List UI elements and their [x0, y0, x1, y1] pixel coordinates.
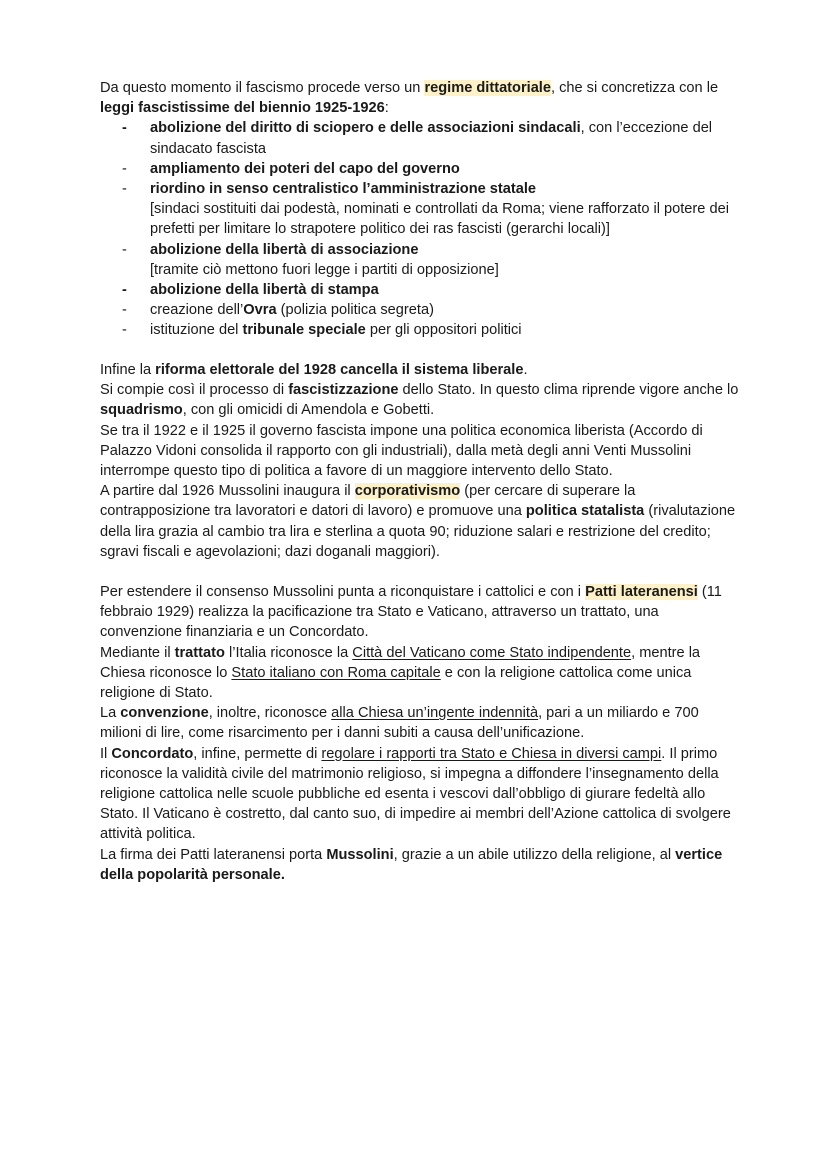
text: Se tra il 1922 e il 1925 il governo fascista impone una politica economica liberista (Accordo di Palazzo Vidoni consolida il rapporto con gli industriali), dalla metà degli anni Venti Mussolini interrompe questo tipo di politica a favore di un maggiore intervento dello Stato.: [100, 422, 703, 480]
text: Infine la: [100, 362, 156, 378]
text: (per cercare di superare la contrapposizione tra lavoratori e datori di lavoro) e promuove una: [100, 483, 636, 520]
text: (rivalutazione della lira grazia al cambio tra lira e sterlina a quota 90; riduzione salari e restrizione del credito; sgravi fiscali e agevolazioni; dazi doganali maggiori).: [100, 503, 736, 560]
underline-citta-vaticano: Città del Vaticano come Stato indipendente: [352, 644, 632, 661]
bold-politica-statalista: politica statalista: [525, 503, 645, 520]
list-item-bold: abolizione della libertà di associazione: [150, 241, 419, 258]
highlight-corporativismo: corporativismo: [354, 483, 461, 500]
text: , inoltre, riconosce: [208, 705, 332, 722]
underline-indennita: alla Chiesa un’ingente indennità: [331, 705, 539, 722]
paragraph: [100, 703, 740, 743]
text: Il: [100, 745, 112, 762]
list-item-text: , con l’eccezione del sindacato fascista: [150, 120, 713, 157]
list-item-bold: abolizione della libertà di stampa: [150, 282, 379, 299]
intro-text: , che si concretizza con le: [550, 80, 719, 96]
list-item-text: (polizia politica segreta): [276, 302, 434, 319]
list-item-note: [sindaci sostituiti dai podestà, nominati e controllati da Roma; viene rafforzato il potere dei prefetti per limitare lo strapotere politico dei ras fascisti (gerarchi locali)]: [150, 201, 729, 238]
list-item-bold: Ovra: [243, 302, 277, 319]
paragraph: [100, 380, 740, 420]
intro-text: :: [384, 100, 389, 117]
text: , con gli omicidi di Amendola e Gobetti.: [182, 402, 435, 419]
list-item-bold: tribunale speciale: [242, 322, 366, 339]
list-item: [100, 179, 740, 240]
economy-section: [100, 360, 740, 562]
text: , infine, permette di: [193, 745, 322, 762]
list-item-bold: abolizione del diritto di sciopero e delle associazioni sindacali: [150, 120, 581, 137]
text: , grazie a un abile utilizzo della religione, al: [393, 846, 676, 863]
list-item: [100, 300, 740, 320]
bold-concordato: Concordato: [111, 745, 194, 762]
paragraph: [100, 421, 740, 482]
text: . Il primo riconosce la validità civile del matrimonio religioso, si impegna a diffondere l’insegnamento della religione cattolica nelle scuole pubbliche ed esenta i vescovi dall’obbligo di giurare fedeltà allo Stato. Il Vaticano è costretto, dal canto suo, di impedire ai membri dell’Azione cattolica di svolgere attività politica.: [100, 745, 731, 843]
text: La firma dei Patti lateranensi porta: [100, 846, 327, 863]
text: Si compie così il processo di: [100, 382, 289, 399]
text: .: [523, 362, 528, 378]
list-item-bold: ampliamento dei poteri del capo del governo: [150, 160, 460, 177]
list-item: [100, 240, 740, 280]
intro-paragraph: [100, 78, 740, 118]
bold-fascistizzazione: fascistizzazione: [288, 382, 399, 399]
bold-convenzione: convenzione: [120, 705, 209, 722]
paragraph: [100, 744, 740, 845]
highlight-regime-dittatoriale: regime dittatoriale: [424, 80, 551, 96]
list-item-text: creazione dell’: [150, 302, 244, 319]
laws-list: [100, 118, 740, 340]
paragraph: [100, 582, 740, 643]
text: Per estendere il consenso Mussolini punta a riconquistare i cattolici e con i: [100, 584, 586, 600]
underline-regolare-rapporti: regolare i rapporti tra Stato e Chiesa in diversi campi: [321, 745, 662, 762]
bold-vertice-popolarita: vertice della popolarità personale.: [100, 846, 723, 883]
text: La: [100, 705, 121, 722]
bold-riforma-elettorale: riforma elettorale del 1928 cancella il sistema liberale: [155, 362, 524, 378]
intro-section: [100, 78, 740, 341]
text: , mentre la Chiesa riconosce lo: [100, 644, 701, 681]
intro-text: Da questo momento il fascismo procede verso un: [100, 80, 425, 96]
list-item-text: istituzione del: [150, 322, 243, 339]
highlight-patti-lateranensi: Patti lateranensi: [585, 584, 698, 600]
list-item: [100, 320, 740, 340]
text: Mediante il: [100, 644, 175, 661]
list-item: [100, 118, 740, 158]
text: , pari a un miliardo e 700 milioni di lire, come risarcimento per i danni subiti a causa dell’unificazione.: [100, 705, 699, 742]
text: A partire dal 1926 Mussolini inaugura il: [100, 483, 355, 500]
bold-squadrismo: squadrismo: [100, 402, 183, 419]
paragraph: [100, 845, 740, 885]
paragraph: [100, 643, 740, 704]
text: e con la religione cattolica come unica religione di Stato.: [100, 664, 692, 702]
text: dello Stato. In questo clima riprende vigore anche lo: [398, 382, 739, 399]
list-item-note: [tramite ciò mettono fuori legge i partiti di opposizione]: [150, 261, 499, 278]
patti-section: [100, 582, 740, 885]
list-item-bold: riordino in senso centralistico l’amministrazione statale: [150, 181, 537, 198]
list-item-text: per gli oppositori politici: [365, 322, 522, 339]
bold-trattato: trattato: [174, 644, 225, 661]
paragraph: [100, 481, 740, 562]
text: (11 febbraio 1929) realizza la pacificazione tra Stato e Vaticano, attraverso un trattato, una convenzione finanziaria e un Concordato.: [100, 584, 722, 641]
bold-mussolini: Mussolini: [326, 846, 394, 863]
underline-stato-italiano: Stato italiano con Roma capitale: [231, 664, 441, 681]
paragraph: [100, 360, 740, 380]
text: l’Italia riconosce la: [224, 644, 353, 661]
list-item: [100, 159, 740, 179]
bold-leggi-fascistissime: leggi fascistissime del biennio 1925-1926: [100, 100, 385, 117]
list-item: [100, 280, 740, 300]
